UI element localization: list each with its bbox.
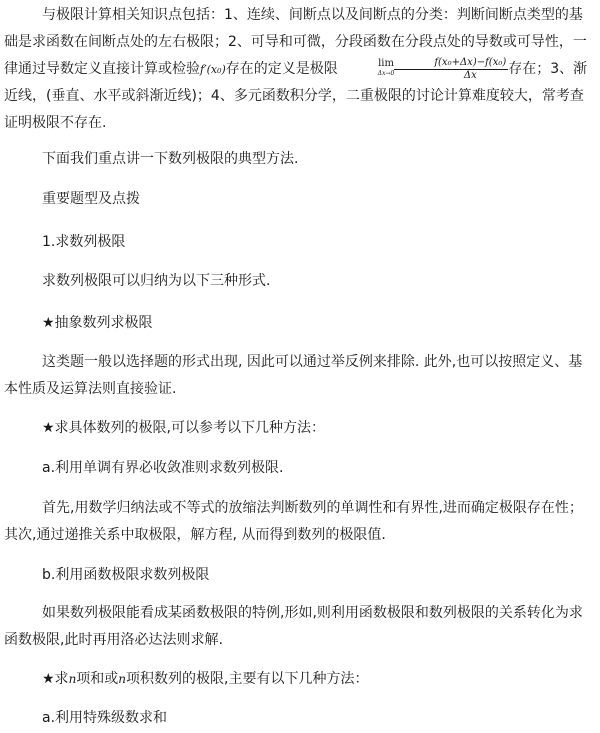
heading-important-types: 重要题型及点拨 [42,191,140,207]
paragraph-monotone-explanation: 首先,用数学归纳法或不等式的放缩法判断数列的单调性和有界性,进而确定极限存在性；其次,通过递推关系中取极限，解方程, 从而得到数列的极限值. [4,500,583,543]
limit-subscript: Δx→0 [377,70,395,77]
fraction-numerator: f(x₀+Δx)−f(x₀) [394,57,508,70]
paragraph-three-forms: 求数列极限可以归纳为以下三种形式. [42,273,271,289]
paragraph-knowledge-points [4,2,594,137]
method-b-function-limit: b.利用函数极限求数列极限 [42,567,210,583]
heading-concrete-sequence: ★求具体数列的极限,可以参考以下几种方法： [42,420,325,436]
heading-sum-product-sequence [4,666,594,693]
paragraph-function-limit-explanation: 如果数列极限能看成某函数极限的特例,形如,则利用函数极限和数列极限的关系转化为求函数极限,此时再用洛必达法则求解. [4,605,583,648]
limit-operator [340,59,395,79]
fraction-denominator: Δx [463,69,477,81]
variable-n-product: n [118,672,127,686]
p1-text-c: 存在；3、渐近线，(垂直、水平或斜渐近线)；4、多元函数积分学，二重极限的讨论计算难度较大，常考查证明极限不存在. [4,61,588,131]
method-a-special-series: a.利用特殊级数求和 [42,710,168,726]
paragraph-abstract-method: 这类题一般以选择题的形式出现, 因此可以通过举反例来排除. 此外,也可以按照定义、基本性质及运算法则直接验证. [4,354,583,397]
p13-text-b: 项和或 [76,671,119,687]
difference-quotient [394,57,508,82]
heading-abstract-sequence: ★抽象数列求极限 [42,315,153,331]
limit-word: lim [378,58,394,69]
p1-text-a: 与极限计算相关知识点包括：1、连续、间断点以及间断点的分类：判断间断点类型的基础是求函数在间断点处的左右极限；2、可导和可微，分段函数在分段点处的导数或可导性，一律通过导数定义直接计算或检验 [4,7,587,77]
derivative-formula: f′(x₀) [200,63,226,76]
heading-sequence-limit: 1.求数列极限 [42,234,126,250]
paragraph-intro: 下面我们重点讲一下数列极限的典型方法. [42,151,299,167]
method-a-monotone-bounded: a.利用单调有界必收敛准则求数列极限. [42,460,284,476]
p13-text-a: ★求 [42,671,69,687]
variable-n-sum: n [68,672,77,686]
p1-text-b: 存在的定义是极限 [225,61,338,77]
p13-text-c: 项积数列的极限,主要有以下几种方法： [126,671,369,687]
